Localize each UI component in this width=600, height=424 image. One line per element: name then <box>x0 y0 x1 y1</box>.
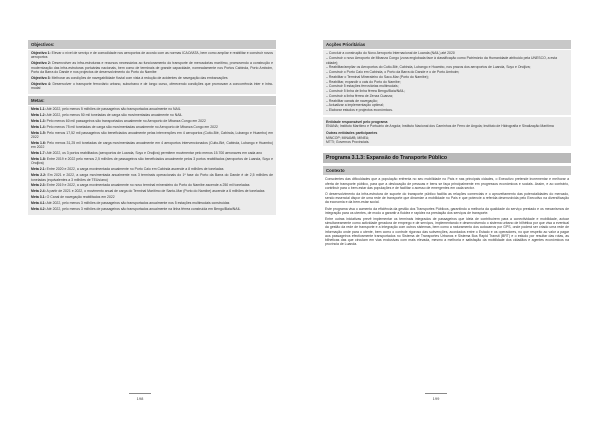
meta-item <box>31 189 273 193</box>
acao-item: – Construir a linha férrea de Zenza Cuanza; <box>326 93 393 98</box>
objective-item-text: Elevar o nível de serviço e de comodidade nos aeroportos de acordo com as normas ICAO/IATA, bem como ampliar e reabilitar e construir novos aeroportos <box>31 51 273 60</box>
metas-header: Metas: <box>28 96 276 105</box>
meta-item-text: Até 2022, pelo menos 3 milhões de passageiros são transportados anualmente na linha férrea construída em Bengo/Baía/NAIL <box>45 206 241 211</box>
meta-item <box>31 157 273 166</box>
meta-item-text: Entre 2020 e 2022, a carga movimentada anualmente no Porto Caio em Cabinda ascende a 8 milhões de toneladas <box>45 167 224 172</box>
meta-item-text: Em 2021 e 2022, a carga movimentada anualmente nos 3 terminais operacionais do 1º fase do Porto da Barra do Dande é de 2,5 milhões de toneladas (equivalentes a 3 milhões de TEUs/ano) <box>31 173 274 182</box>
objectives-box <box>28 50 276 94</box>
meta-item-text: Entre 2019 e 2022 pelo menos 2,5 milhões de passageiros são beneficiados anualmente pelos 3 portos reabilitados (aeroportos de Luanda, Soyo e Ondjiva) <box>31 157 273 166</box>
outras-text: MINCOP; MINAMB; MINEA; MTTI; Governos Provinciais. <box>326 135 370 145</box>
meta-item-text: Até 2022, pelo menos 5 milhões de passageiros são transportados anualmente no NAIL <box>45 107 181 112</box>
contexto-body <box>323 176 571 249</box>
meta-item <box>31 151 273 155</box>
meta-item-label: Meta 2.4: <box>31 189 46 194</box>
contexto-header: Contexto <box>323 166 571 175</box>
meta-item-label: Meta 2.3: <box>31 183 46 188</box>
contexto-paragraph: Este programa visa o aumento da eficiência da gestão dos Transportes Públicos, garantindo a melhoria da qualidade do serviço prestado e os mecanismos de integração para os utentes, de modo a garantir a fluidez e rapidez na prestação dos serviços de transporte. <box>325 206 569 215</box>
acao-item: – Construir o Porto Caio em Cabinda, o Porto da Barra do Dande e o de Porto Amboim; <box>326 70 460 74</box>
objective-item-label: Objectivo 2: <box>31 61 51 66</box>
meta-item-label: Meta 1.4: <box>31 124 46 129</box>
meta-item-text: Pelo menos 75 mil toneladas de carga são movimentadas anualmente no Aeroporto de Mbanza Congo em 2022 <box>45 124 218 129</box>
metas-box <box>28 106 276 214</box>
meta-item-text: Até 2022, pelo menos 50 mil toneladas de carga são movimentadas anualmente no NAIL <box>45 113 183 118</box>
objective-item-text: Melhorar as condições de navegabilidade fluvial com vista à redução de acidentes de navegação das embarcações <box>50 76 228 81</box>
meta-item <box>31 131 273 140</box>
page-number-right: 199 <box>416 393 456 401</box>
meta-item-text: Até 2022, os 3 portos reabilitados (aeroportos de Luanda, Soyo e Ondjiva) permitem movimentar pelo menos 15.700 aeronaves em cada ano <box>45 151 263 156</box>
meta-item-label: Meta 1.6: <box>31 140 46 145</box>
meta-item-label: Meta 1.2: <box>31 113 46 118</box>
meta-item <box>31 195 273 199</box>
objectives-header: Objectivos: <box>28 40 276 49</box>
objective-item-text: Desenvolver as infra-estruturas e recursos necessários ao funcionamento do transporte de mercadorias marítimo, promovendo a construção e modernização das infra-estruturas portuárias nacionais, bem como de terminais de grande capacidade, nomeadamente nos Portos Cabinda, Porto Amboim, Porto da Barra do Dande e nos projectos de desenvolvimento do Porto do Namibe <box>31 61 273 75</box>
meta-item-text: A partir de 2021 e 2022, o movimento anual de carga do Terminal Marítimo de Santo-Mar (Porto do Namibe) ascende a 6 milhões de toneladas <box>45 189 265 194</box>
acao-item: – Construir 5 linha de linha férrea Bengo/Baía/NAIL; <box>326 89 406 93</box>
meta-item-label: Meta 1.1: <box>31 107 46 112</box>
acao-item: – Reabilitar, expandir o cais do Porto do Namibe; <box>326 79 401 84</box>
objective-item <box>31 51 273 60</box>
objective-item <box>31 61 273 74</box>
meta-item-text: Até 2022, pelo menos 3 milhões de passageiros são transportados anualmente nos 5 estações multimodais construídas <box>45 200 230 205</box>
acao-item: – Reabilitar o Terminal Mineraleiro do Saco-Mar (Porto do Namibe); <box>326 74 429 79</box>
contexto-paragraph: O desenvolvimento da infra-estrutura de suporte do transporte público facilita as relações comerciais e o aproveitamento das potencialidades do mercado, sendo essencial dispor de uma rede de transporte que dinamize a mobilidade no País e que potencie a referida desenvolvida pelo Executivo na diversificação da economia e da bem-estar social. <box>325 192 569 205</box>
meta-item <box>31 201 273 205</box>
meta-item-label: Meta 1.8: <box>31 157 46 161</box>
right-page <box>323 40 571 250</box>
meta-item-label: Meta 3.1: <box>31 195 46 200</box>
entidade-text: ENANA; Instituto Marítimo e Portuário de Angola; Instituto Nacional dos Caminhos de Ferro de Angola; Instituto de Hidrografia e Sinalização Marítima <box>326 124 554 129</box>
acao-item: – Reabilitar canais de navegação; <box>326 98 378 103</box>
meta-item-text: Pelo menos 31,25 mil toneladas de carga movimentadas anualmente em 4 aeroportos intervencionados (Cuito-Bié, Cabinda, Lubango e Huambo) em 2022 <box>31 140 273 150</box>
meta-item <box>31 113 273 117</box>
objective-item <box>31 82 273 91</box>
acao-item: – Construir o novo Aeroporto de Mbanza Congo (zona englobada face à classificação como Património da Humanidade atribuído pela UNESCO, a esta cidade); <box>326 55 558 65</box>
entidade-box <box>323 117 571 147</box>
meta-item-label: Meta 2.1: <box>31 167 46 172</box>
meta-item-text: Pelo menos 60 mil passageiros são transportados anualmente no Aeroporto de Mbanza Congo em 2022 <box>45 118 206 123</box>
objective-item-label: Objectivo 4: <box>31 81 52 86</box>
acao-item: – Actualizar a implementação optimal; <box>326 103 384 108</box>
entidade-label: Entidade responsável pelo programa <box>326 119 388 124</box>
objective-item <box>31 76 273 80</box>
meta-item-label: Meta 1.5: <box>31 130 46 135</box>
meta-item <box>31 107 273 111</box>
meta-item-label: Meta 4.1: <box>31 200 46 205</box>
meta-item <box>31 207 273 211</box>
objective-item-text: Desenvolver o transporte ferroviário urbano, suburbano e de longo curso, oferecendo condições que promovam a concorrência inter e intra-modal <box>31 81 273 91</box>
objective-item-label: Objectivo 3: <box>31 76 51 81</box>
meta-item <box>31 167 273 171</box>
meta-item-label: Meta 1.3: <box>31 118 46 123</box>
meta-item <box>31 141 273 150</box>
program-title: Programa 3.1.3: Expansão do Transporte Público <box>323 153 571 163</box>
meta-item-text: Entre 2019 e 2022, a carga movimentada anualmente no novo terminal mineraleiro do Porto do Namibe ascende a 250 mil toneladas <box>45 183 250 188</box>
objective-item-label: Objectivo 1: <box>31 51 51 55</box>
acoes-box <box>323 50 571 115</box>
left-page <box>28 40 276 217</box>
acoes-header: Acções Prioritárias <box>323 40 571 49</box>
outras-label: Outras entidades participantes <box>326 131 378 136</box>
meta-item <box>31 183 273 187</box>
meta-item <box>31 119 273 123</box>
meta-item <box>31 125 273 129</box>
contexto-paragraph: Conscientes das dificuldades que a população enfrenta no seu mobilidade no País e nas principais cidades, o Executivo pretende incrementar e melhorar a oferta de transporte público, para que a deslocação de pessoas e bens se faça principalmente em progressos económicos e sociais. Assim, e ao contrário, contribuir para o bem-estar das populações e de facilitar o acesso de emergentes em cada sector. <box>325 177 569 190</box>
acao-item: – Construir 5 estações ferroviárias multimodais; <box>326 84 399 89</box>
meta-item-label: Meta 2.2: <box>31 173 47 178</box>
acao-item: – Concluir a construção do Novo Aeroporto Internacional de Luanda (NAIL) até 2020 <box>326 51 455 55</box>
meta-item-text: O Canal de navegação reabilitados em 2022 <box>45 195 115 200</box>
meta-item <box>31 173 273 182</box>
acao-item: – Elaborar estudos e projectos económicos. <box>326 108 393 112</box>
meta-item-label: Meta 4.2: <box>31 206 46 211</box>
meta-item-label: Meta 1.7: <box>31 151 46 156</box>
contexto-paragraph: Entre outras iniciativas prevê implementar os terminais integrados de passageiros que ideia de contribuírem para a conectividade e mobilidade, actuar simultaneamente como actividade geradora de emprego e de serviços, implementando e desenvolvendo o sistema urbano de bilhética por que visa a eventual da gestão da rede de transporte e a integração com outros sistemas, bem como a naturamento dos autocarros por GPS, onde poderá ser criado uma rede de informação onde para o utente, bem como o controle rigoroso das subvenções, acordados entre o Estado e os operadores, no que respeito ao valor a pagar aos passageiros efectivamente transportados no Sistema de Transportes Urbanos e Sistema Bus Rapid Transit (BRT) e o estudo por resultar das rotas, as bilheticas das que circulam em vias exclusivas com mais elevada, mesmo a melhoria e satisfação da mobilidade dos cidadãos e agentes económicos na província de Luanda. <box>325 217 569 247</box>
acao-item: – Reabilitar/ampliar os Aeroportos do Cuito-Bié, Cabinda, Lubango e Huambo, nos prazos dos aeroportos de Luanda, Soyo e Ondjiva; <box>326 65 531 70</box>
meta-item-text: Pelo menos 17,52 mil passageiros são beneficiados anualmente pelas intervenções em 4 aeroportos (Cuito-Bié, Cabinda, Lubango e Huambo) em 2022 <box>31 130 273 140</box>
page-number-left: 198 <box>120 393 160 401</box>
